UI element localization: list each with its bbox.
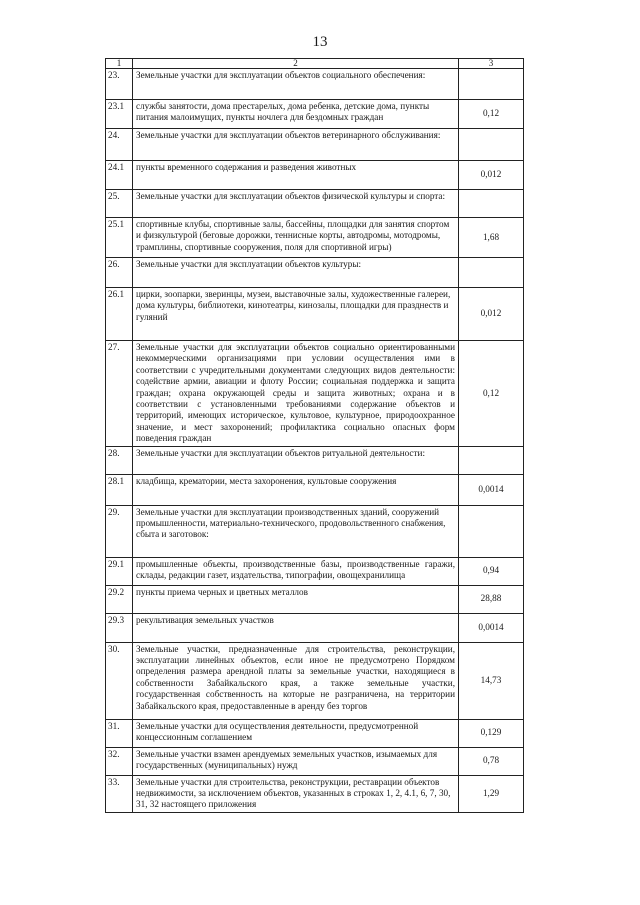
row-number: 23.1 [106, 100, 133, 129]
row-number: 24.1 [106, 161, 133, 190]
row-description: спортивные клубы, спортивные залы, бассейны, площадки для занятия спортом и физкультурой (беговые дорожки, теннисные корты, автодромы, мотодромы, трамплины, спортивные сооружения, поля для спортивной игры) [133, 218, 459, 258]
row-description: пункты приема черных и цветных металлов [133, 585, 459, 613]
row-description: Земельные участки, предназначенные для строительства, реконструкции, эксплуатации линейных объектов, если иное не предусмотрено Порядком определения размера арендной платы за земельные участки, находящиеся в собственности Забайкальского края, а также земельные участки, государственная собственность на которые не разграничена, на территории Забайкальского края, предоставленные в аренду без торгов [133, 642, 459, 719]
row-value: 0,12 [459, 100, 524, 129]
row-value: 28,88 [459, 585, 524, 613]
table-row [106, 258, 524, 288]
row-number: 24. [106, 129, 133, 161]
table-row [106, 557, 524, 585]
table-row [106, 747, 524, 775]
table-row [106, 161, 524, 190]
row-number: 33. [106, 775, 133, 812]
row-number: 31. [106, 719, 133, 747]
row-value: 1,68 [459, 218, 524, 258]
row-description: Земельные участки взамен арендуемых земельных участков, изымаемых для государственных (муниципальных) нужд [133, 747, 459, 775]
row-value: 0,12 [459, 341, 524, 447]
row-description: рекультивация земельных участков [133, 613, 459, 642]
table-row [106, 288, 524, 341]
table-row [106, 505, 524, 557]
row-value [459, 505, 524, 557]
row-number: 29.1 [106, 557, 133, 585]
table-row [106, 69, 524, 100]
row-value [459, 190, 524, 218]
table-row [106, 100, 524, 129]
row-description: пункты временного содержания и разведения животных [133, 161, 459, 190]
row-value: 0,78 [459, 747, 524, 775]
row-number: 25.1 [106, 218, 133, 258]
row-description: Земельные участки для осуществления деятельности, предусмотренной концессионным соглашением [133, 719, 459, 747]
row-description: Земельные участки для эксплуатации объектов ритуальной деятельности: [133, 446, 459, 474]
header-row [106, 59, 524, 69]
row-description: Земельные участки для эксплуатации объектов социально ориентированными некоммерческими организациями при условии осуществления ими в соответствии с учредительными документами следующих видов деятельности: содействие армии, авиации и флоту России; социальная поддержка и защита граждан; охрана окружающей среды и защита животных; охрана и в соответствии с установленными требованиями содержание объектов и территорий, имеющих историческое, культовое, культурное, природоохранное значение, и мест захоронений; профилактика социально опасных форм поведения граждан [133, 341, 459, 447]
table-row [106, 642, 524, 719]
row-value: 0,0014 [459, 474, 524, 505]
row-value: 0,012 [459, 288, 524, 341]
row-number: 30. [106, 642, 133, 719]
row-number: 25. [106, 190, 133, 218]
row-value [459, 258, 524, 288]
row-value: 0,0014 [459, 613, 524, 642]
row-description: цирки, зоопарки, зверинцы, музеи, выставочные залы, художественные галереи, дома культуры, библиотеки, кинотеатры, кинозалы, площадки для празднеств и гуляний [133, 288, 459, 341]
row-description: Земельные участки для эксплуатации производственных зданий, сооружений промышленности, материально-технического, продовольственного снабжения, сбыта и заготовок: [133, 505, 459, 557]
row-value: 14,73 [459, 642, 524, 719]
row-number: 23. [106, 69, 133, 100]
table-row [106, 474, 524, 505]
row-number: 29.2 [106, 585, 133, 613]
header-col-3: 3 [459, 59, 524, 69]
row-description: Земельные участки для эксплуатации объектов культуры: [133, 258, 459, 288]
row-description: службы занятости, дома престарелых, дома ребенка, детские дома, пункты питания малоимущих, пункты ночлега для бездомных граждан [133, 100, 459, 129]
header-col-2: 2 [133, 59, 459, 69]
row-description: Земельные участки для строительства, реконструкции, реставрации объектов недвижимости, за исключением объектов, указанных в строках 1, 2, 4.1, 6, 7, 30, 31, 32 настоящего приложения [133, 775, 459, 812]
row-number: 26. [106, 258, 133, 288]
row-number: 28. [106, 446, 133, 474]
row-value: 0,012 [459, 161, 524, 190]
table-row [106, 585, 524, 613]
table-row [106, 446, 524, 474]
row-number: 27. [106, 341, 133, 447]
table-row [106, 341, 524, 447]
row-description: Земельные участки для эксплуатации объектов социального обеспечения: [133, 69, 459, 100]
header-col-1: 1 [106, 59, 133, 69]
rates-table [105, 58, 524, 813]
table-row [106, 129, 524, 161]
row-value [459, 69, 524, 100]
row-value: 0,129 [459, 719, 524, 747]
row-description: промышленные объекты, производственные базы, производственные гаражи, склады, редакции газет, издательства, типографии, овощехранилища [133, 557, 459, 585]
row-value: 0,94 [459, 557, 524, 585]
row-description: Земельные участки для эксплуатации объектов ветеринарного обслуживания: [133, 129, 459, 161]
row-value: 1,29 [459, 775, 524, 812]
table-row [106, 218, 524, 258]
table-row [106, 613, 524, 642]
row-description: кладбища, крематории, места захоронения, культовые сооружения [133, 474, 459, 505]
row-value [459, 129, 524, 161]
row-number: 32. [106, 747, 133, 775]
table-row [106, 775, 524, 812]
row-number: 29. [106, 505, 133, 557]
table-row [106, 719, 524, 747]
row-number: 28.1 [106, 474, 133, 505]
row-number: 29.3 [106, 613, 133, 642]
row-value [459, 446, 524, 474]
row-number: 26.1 [106, 288, 133, 341]
table-row [106, 190, 524, 218]
page-number: 13 [312, 34, 328, 50]
row-description: Земельные участки для эксплуатации объектов физической культуры и спорта: [133, 190, 459, 218]
